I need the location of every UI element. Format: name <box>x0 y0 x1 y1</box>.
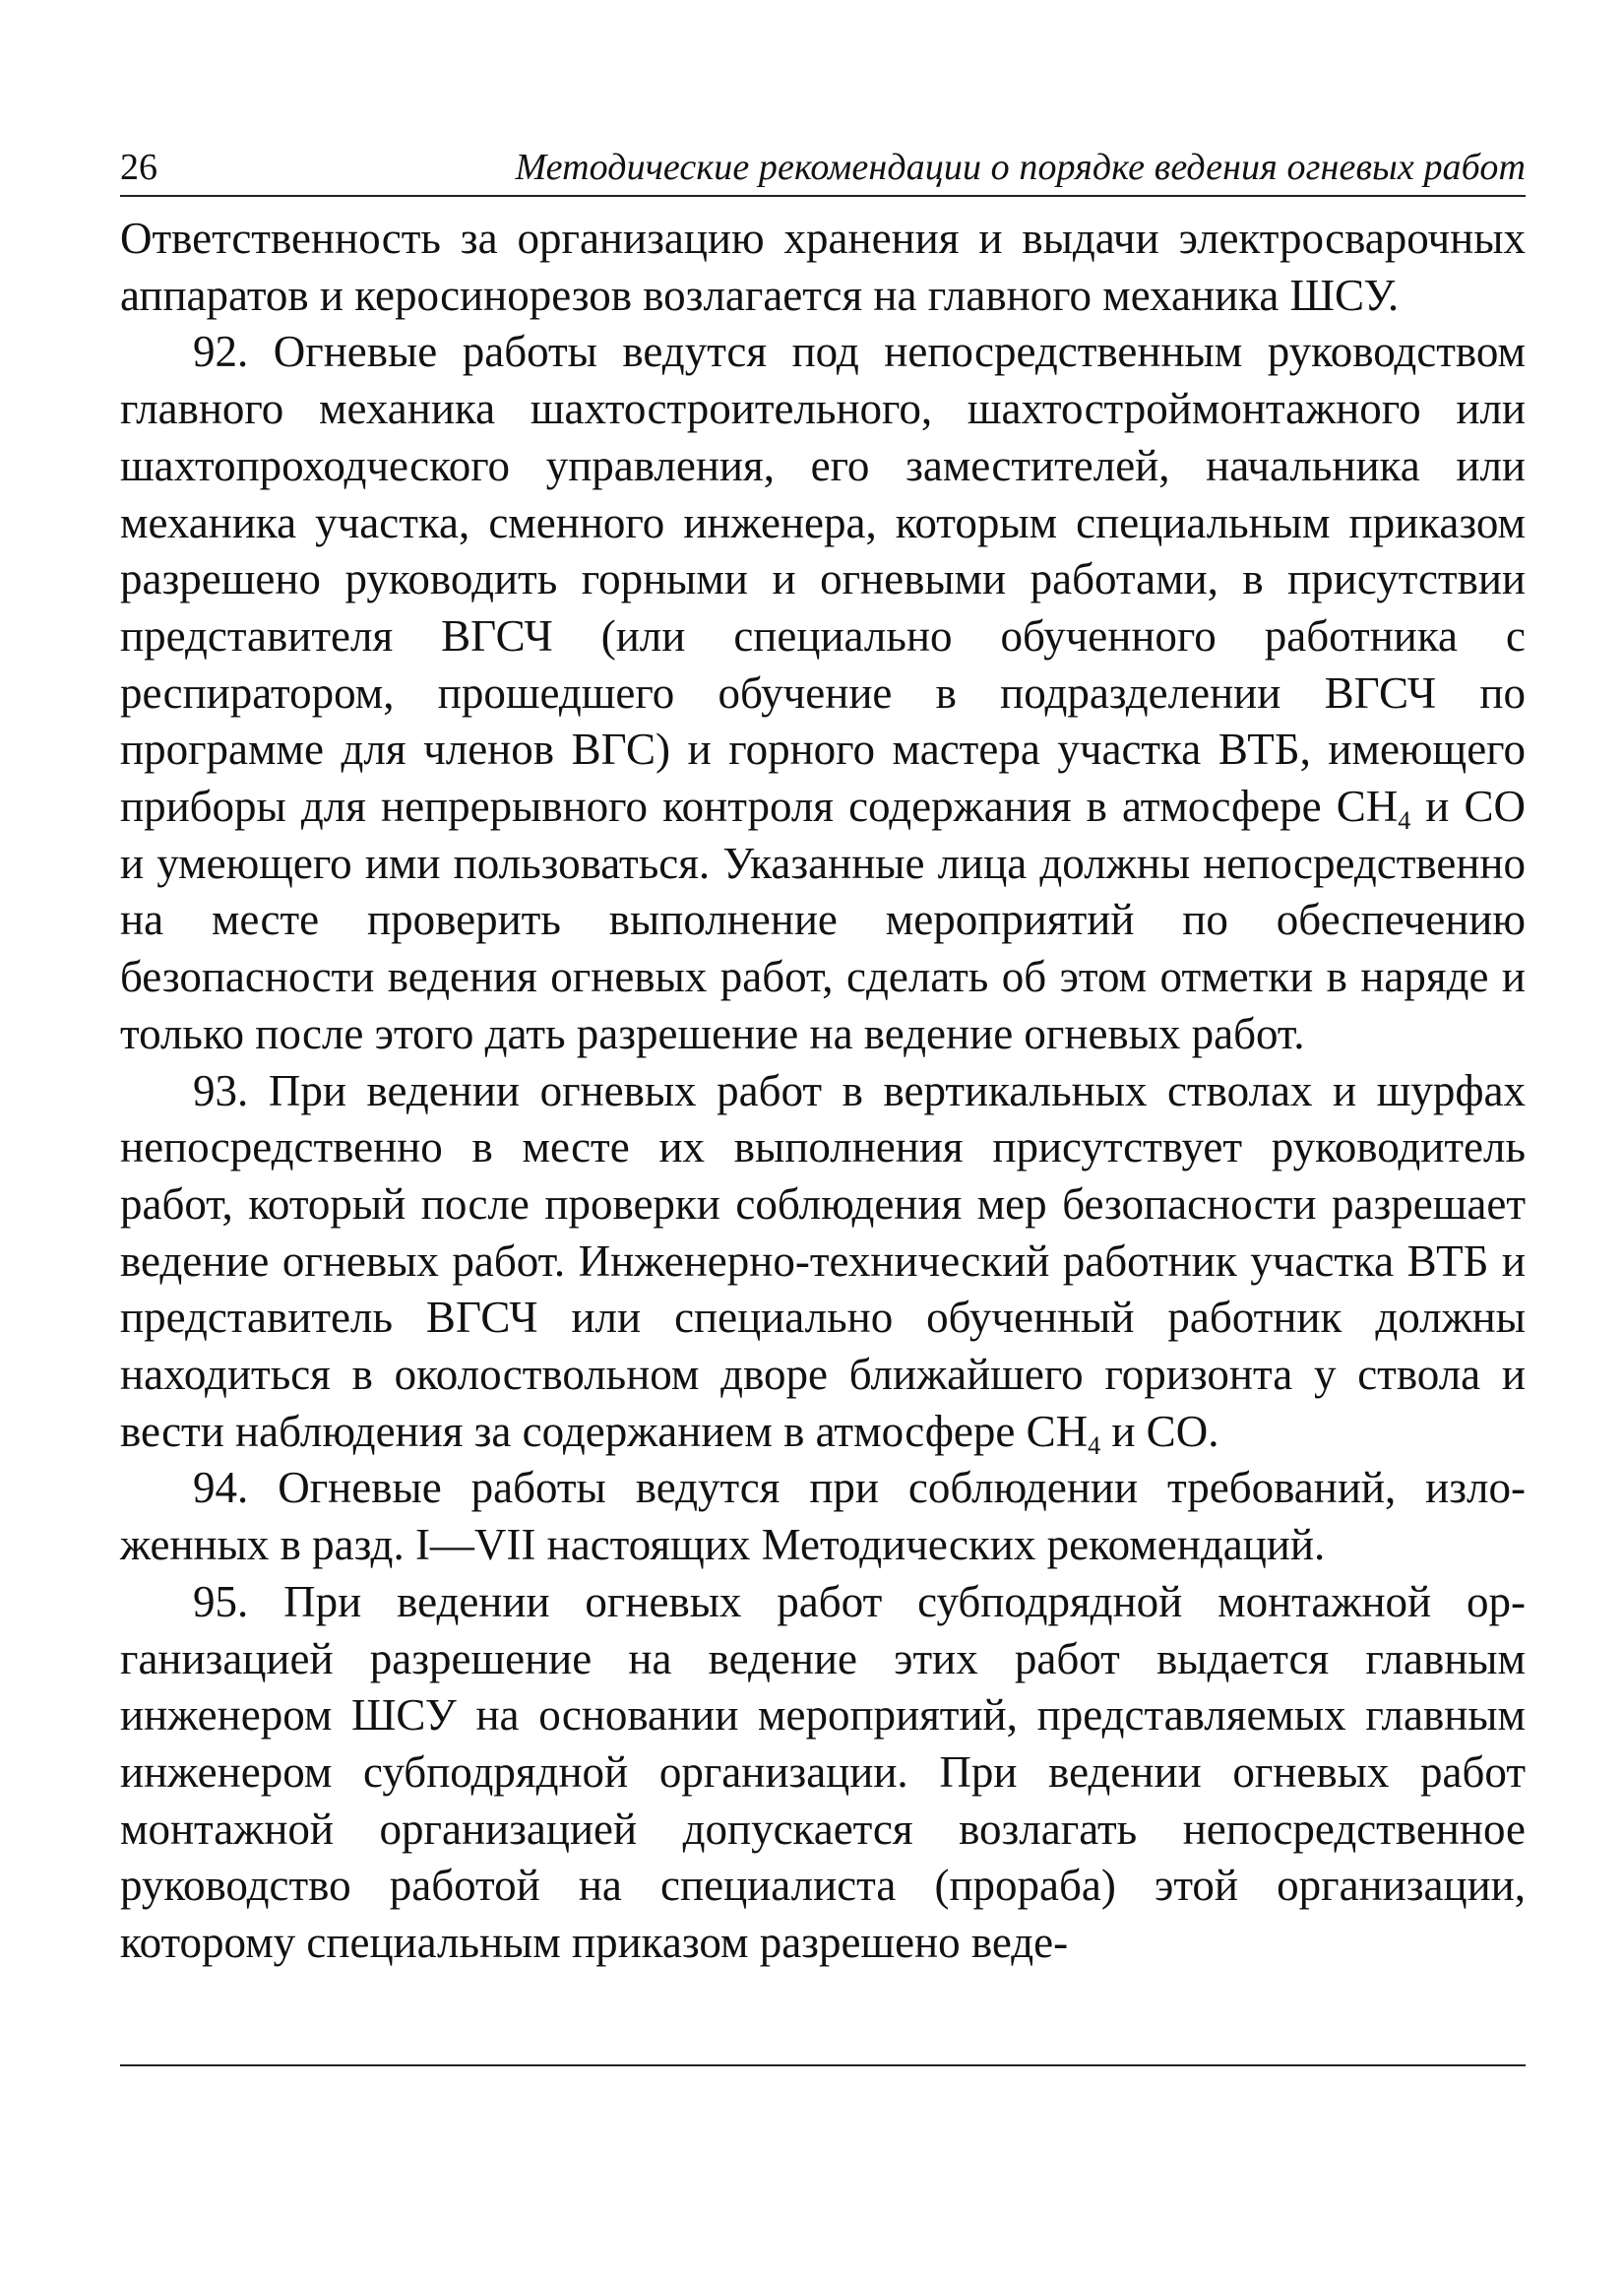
subscript: 4 <box>1088 1430 1101 1460</box>
bottom-rule <box>120 2064 1526 2066</box>
text-fragment: и СО. <box>1100 1406 1219 1456</box>
paragraph-95 <box>120 1574 1526 1972</box>
text-fragment: 94. Огневые работы ведутся при соблюдении требований, изложенных в разд. I—VII настоящих Методических рекомендаций. <box>120 1463 1526 1570</box>
running-header <box>120 146 1526 197</box>
text-fragment: 95. При ведении огневых работ субподрядной монтажной организацией разрешение на ведение этих работ выдается главным инженером ШСУ на основании мероприятий, представляемых главным инженером субподрядной организации. При ведении огневых работ монтажной организацией допускается возлагать непосредственное руководство работой на специалиста (прораба) этой организации, которому специальным приказом разрешено веде- <box>120 1576 1526 1968</box>
text-fragment: и СО и умеющего ими пользоваться. Указанные лица должны непосредственно на месте проверить выполнение мероприятий по обеспечению безопасности ведения огневых работ, сделать об этом отметки в наряде и только после этого дать разрешение на ведение огневых работ. <box>120 782 1526 1058</box>
body-text <box>120 211 1526 1972</box>
running-title: Методические рекомендации о порядке ведения огневых работ <box>515 147 1526 188</box>
book-page <box>120 146 1526 1972</box>
text-fragment: Ответственность за организацию хранения и выдачи электросварочных аппаратов и керосинорезов возлагается на главного механика ШСУ. <box>120 214 1526 320</box>
text-fragment: 92. Огневые работы ведутся под непосредственным руководством главного механика шахтостроительного, шахтостроймонтажного или шахтопроходческого управления, его заместителей, начальника или механика участка, сменного инженера, которым специальным приказом разрешено руководить горными и огневыми работами, в присутствии представителя ВГСЧ (или специально обученного работника с респиратором, прошедшего обучение в подразделении ВГСЧ по программе для членов ВГС) и горного мастера участка ВТБ, имеющего приборы для непрерывного контроля содержания в атмосфере СН <box>120 327 1526 832</box>
paragraph-continuation <box>120 211 1526 324</box>
text-fragment: 93. При ведении огневых работ в вертикальных стволах и шурфах непосредственно в месте их выполнения присутствует руководитель работ, который после проверки соблюдения мер безопасности разрешает ведение огневых работ. Инженерно-технический работник участка ВТБ и представитель ВГСЧ или специально обученный работник должны находиться в околоствольном дворе ближайшего горизонта у ствола и вести наблюдения за содержанием в атмосфере СН <box>120 1065 1526 1456</box>
subscript: 4 <box>1398 806 1411 836</box>
paragraph-94 <box>120 1460 1526 1573</box>
paragraph-93 <box>120 1063 1526 1461</box>
paragraph-92 <box>120 324 1526 1062</box>
page-number: 26 <box>120 147 157 188</box>
